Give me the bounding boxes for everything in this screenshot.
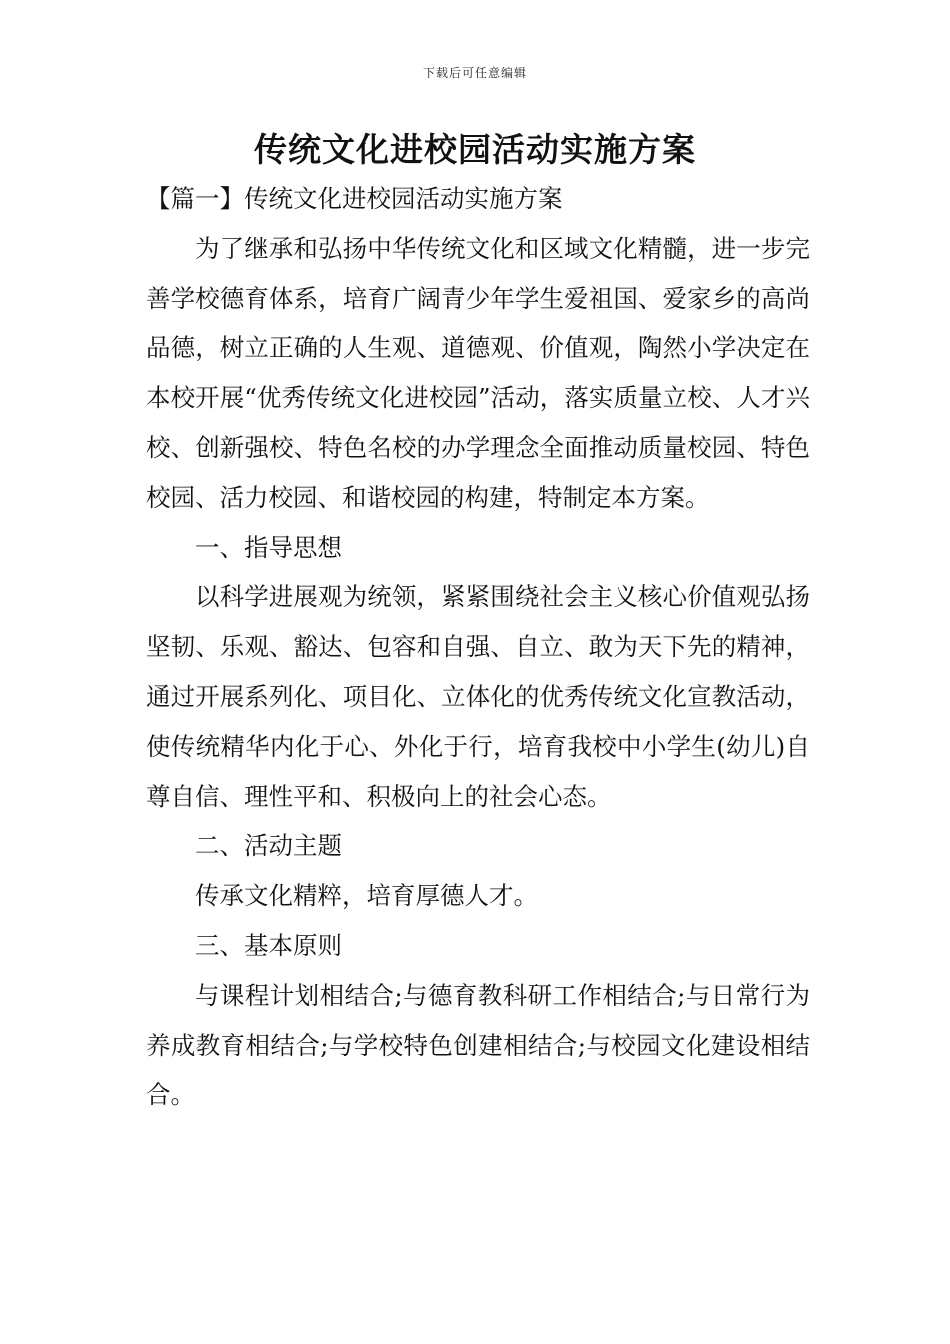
heading-basic-principles: 三、基本原则 bbox=[195, 930, 342, 960]
header-note: 下载后可任意编辑 bbox=[422, 66, 527, 80]
basic-principles-paragraph: 与课程计划相结合;与德育教科研工作相结合;与日常行为养成教育相结合;与学校特色创建相结合;与校园文化建设相结合。 bbox=[146, 980, 810, 1110]
document-title: 传统文化进校园活动实施方案 bbox=[254, 130, 696, 169]
intro-paragraph: 为了继承和弘扬中华传统文化和区域文化精髓，进一步完善学校德育体系，培育广阔青少年学生爱祖国、爱家乡的高尚品德，树立正确的人生观、道德观、价值观，陶然小学决定在本校开展“优秀传统文化进校园”活动，落实质量立校、人才兴校、创新强校、特色名校的办学理念全面推动质量校园、特色校园、活力校园、和谐校园的构建，特制定本方案。 bbox=[146, 233, 810, 512]
activity-theme-paragraph: 传承文化精粹，培育厚德人才。 bbox=[195, 881, 538, 911]
heading-guiding-ideology: 一、指导思想 bbox=[195, 532, 342, 562]
guiding-ideology-paragraph: 以科学进展观为统领，紧紧围绕社会主义核心价值观弘扬坚韧、乐观、豁达、包容和自强、自立、敢为天下先的精神，通过开展系列化、项目化、立体化的优秀传统文化宣教活动，使传统精华内化于心、外化于行，培育我校中小学生(幼儿)自尊自信、理性平和、积极向上的社会心态。 bbox=[146, 582, 810, 811]
section-heading: 【篇一】传统文化进校园活动实施方案 bbox=[146, 184, 563, 213]
heading-activity-theme: 二、活动主题 bbox=[195, 831, 342, 861]
document-body bbox=[146, 174, 810, 1120]
